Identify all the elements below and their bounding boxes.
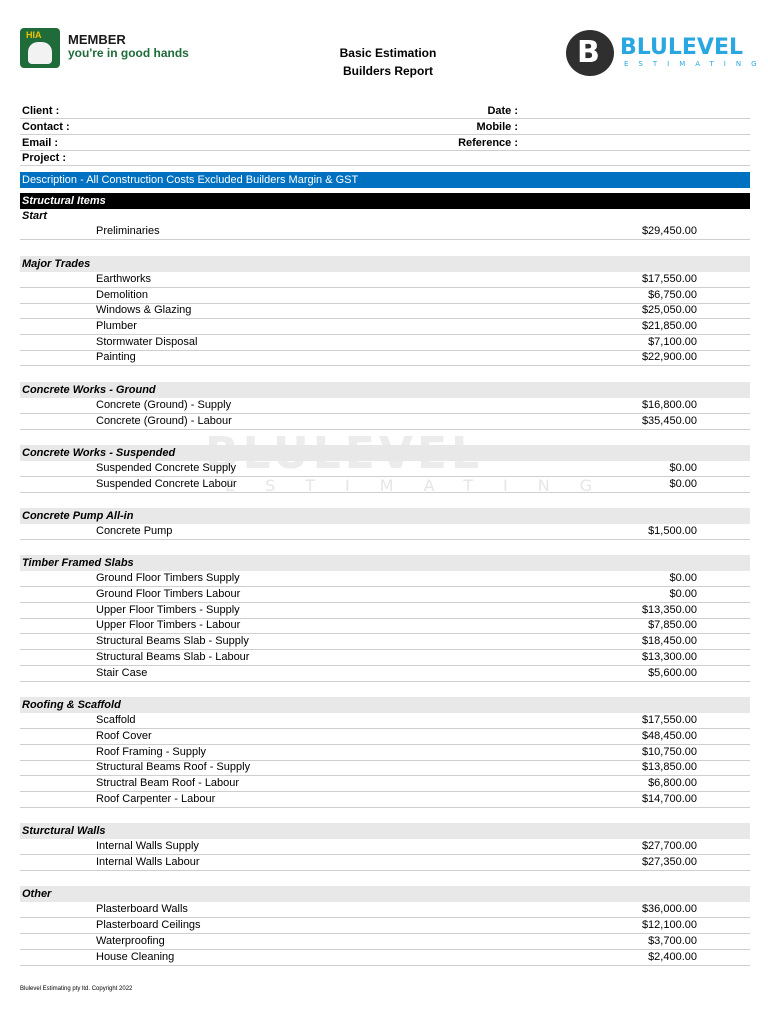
list-item xyxy=(20,729,750,745)
item-name: Earthworks xyxy=(96,273,152,285)
item-name: Structral Beam Roof - Labour xyxy=(96,777,240,789)
list-item xyxy=(20,461,750,477)
item-amount: $29,450.00 xyxy=(641,225,697,237)
hia-badge-text: HIA xyxy=(26,30,42,40)
watermark-line2: ESTIMATING xyxy=(225,476,623,495)
item-amount: $0.00 xyxy=(669,572,697,584)
item-amount: $1,500.00 xyxy=(648,525,697,537)
item-name: House Cleaning xyxy=(96,951,175,963)
list-item xyxy=(20,760,750,776)
client-label: Client : xyxy=(22,105,60,117)
item-amount: $17,550.00 xyxy=(641,714,697,726)
hia-logo xyxy=(20,28,60,68)
list-item xyxy=(20,587,750,603)
section-roofing-title: Roofing & Scaffold xyxy=(20,697,750,713)
item-amount: $0.00 xyxy=(669,462,697,474)
project-label: Project : xyxy=(22,152,67,164)
list-item xyxy=(20,414,750,430)
list-item xyxy=(20,272,750,288)
item-amount: $35,450.00 xyxy=(641,415,697,427)
item-amount: $48,450.00 xyxy=(641,730,697,742)
list-item xyxy=(20,524,750,540)
item-name: Concrete Pump xyxy=(96,525,173,537)
item-name: Windows & Glazing xyxy=(96,304,192,316)
list-item xyxy=(20,477,750,493)
list-item xyxy=(20,855,750,871)
item-name: Concrete (Ground) - Labour xyxy=(96,415,232,427)
item-amount: $7,100.00 xyxy=(648,336,697,348)
date-label: Date : xyxy=(487,105,518,117)
list-item xyxy=(20,666,750,682)
blulevel-wordmark xyxy=(620,36,743,60)
item-amount: $0.00 xyxy=(669,478,697,490)
list-item xyxy=(20,303,750,319)
item-amount: $6,750.00 xyxy=(648,289,697,301)
brand-blu: BLU xyxy=(620,35,668,60)
item-name: Ground Floor Timbers Supply xyxy=(96,572,240,584)
item-amount: $25,050.00 xyxy=(641,304,697,316)
item-name: Internal Walls Supply xyxy=(96,840,199,852)
item-name: Plasterboard Walls xyxy=(96,903,188,915)
info-row-contact xyxy=(20,119,750,135)
section-start-title: Start xyxy=(22,210,48,222)
item-amount: $22,900.00 xyxy=(641,351,697,363)
item-amount: $13,350.00 xyxy=(641,604,697,616)
item-amount: $0.00 xyxy=(669,588,697,600)
item-name: Plasterboard Ceilings xyxy=(96,919,201,931)
list-item xyxy=(20,950,750,966)
list-item xyxy=(20,335,750,351)
item-name: Upper Floor Timbers - Labour xyxy=(96,619,241,631)
item-amount: $5,600.00 xyxy=(648,667,697,679)
item-amount: $3,700.00 xyxy=(648,935,697,947)
section-concrete-suspended-title: Concrete Works - Suspended xyxy=(20,445,750,461)
info-row-email xyxy=(20,135,750,151)
item-amount: $27,700.00 xyxy=(641,840,697,852)
list-item xyxy=(20,839,750,855)
footer-copyright: Blulevel Estimating pty ltd. Copyright 2022 xyxy=(20,986,133,992)
item-name: Upper Floor Timbers - Supply xyxy=(96,604,240,616)
list-item xyxy=(20,618,750,634)
member-tagline: you're in good hands xyxy=(68,46,189,60)
item-name: Painting xyxy=(96,351,136,363)
description-bar: Description - All Construction Costs Excluded Builders Margin & GST xyxy=(20,172,750,188)
blulevel-logo-icon: B xyxy=(566,30,614,76)
item-amount: $18,450.00 xyxy=(641,635,697,647)
info-row-client xyxy=(20,103,750,119)
list-item xyxy=(20,603,750,619)
mobile-label: Mobile : xyxy=(476,121,518,133)
item-amount: $2,400.00 xyxy=(648,951,697,963)
item-amount: $17,550.00 xyxy=(641,273,697,285)
item-name: Roof Cover xyxy=(96,730,152,742)
item-name: Plumber xyxy=(96,320,137,332)
structural-items-bar: Structural Items xyxy=(20,193,750,209)
item-name: Stair Case xyxy=(96,667,148,679)
item-name: Roof Framing - Supply xyxy=(96,746,207,758)
item-name: Suspended Concrete Labour xyxy=(96,478,237,490)
item-amount: $7,850.00 xyxy=(648,619,697,631)
item-name: Stormwater Disposal xyxy=(96,336,198,348)
list-item xyxy=(20,634,750,650)
item-amount: $36,000.00 xyxy=(641,903,697,915)
brand-level: LEVEL xyxy=(667,35,743,60)
list-item xyxy=(20,792,750,808)
list-item xyxy=(20,713,750,729)
item-name: Suspended Concrete Supply xyxy=(96,462,237,474)
report-title-line1: Basic Estimation xyxy=(339,46,437,60)
item-name: Preliminaries xyxy=(96,225,160,237)
list-item xyxy=(20,650,750,666)
item-amount: $21,850.00 xyxy=(641,320,697,332)
section-timber-slabs-title: Timber Framed Slabs xyxy=(20,555,750,571)
list-item xyxy=(20,398,750,414)
contact-label: Contact : xyxy=(22,121,70,133)
item-name: Waterproofing xyxy=(96,935,165,947)
list-item xyxy=(20,319,750,335)
item-amount: $13,300.00 xyxy=(641,651,697,663)
member-title: MEMBER xyxy=(68,32,126,47)
section-other-title: Other xyxy=(20,886,750,902)
list-item xyxy=(20,776,750,792)
reference-label: Reference : xyxy=(458,137,518,149)
section-walls-title: Sturctural Walls xyxy=(20,823,750,839)
list-item xyxy=(20,918,750,934)
report-title xyxy=(288,44,488,80)
item-amount: $10,750.00 xyxy=(641,746,697,758)
list-item xyxy=(20,224,750,240)
list-item xyxy=(20,745,750,761)
list-item xyxy=(20,288,750,304)
item-name: Structural Beams Roof - Supply xyxy=(96,761,251,773)
item-name: Scaffold xyxy=(96,714,136,726)
item-name: Concrete (Ground) - Supply xyxy=(96,399,232,411)
list-item xyxy=(20,934,750,950)
section-concrete-ground-title: Concrete Works - Ground xyxy=(20,382,750,398)
list-item xyxy=(20,350,750,366)
item-name: Structural Beams Slab - Labour xyxy=(96,651,250,663)
item-amount: $16,800.00 xyxy=(641,399,697,411)
item-amount: $6,800.00 xyxy=(648,777,697,789)
list-item xyxy=(20,902,750,918)
section-major-trades-title: Major Trades xyxy=(20,256,750,272)
list-item xyxy=(20,571,750,587)
item-amount: $14,700.00 xyxy=(641,793,697,805)
hand-icon xyxy=(28,42,52,64)
info-row-project xyxy=(20,150,750,166)
section-concrete-pump-title: Concrete Pump All-in xyxy=(20,508,750,524)
item-amount: $13,850.00 xyxy=(641,761,697,773)
item-name: Ground Floor Timbers Labour xyxy=(96,588,241,600)
item-name: Demolition xyxy=(96,289,148,301)
item-name: Internal Walls Labour xyxy=(96,856,200,868)
blulevel-logo xyxy=(566,30,767,76)
item-amount: $27,350.00 xyxy=(641,856,697,868)
email-label: Email : xyxy=(22,137,59,149)
report-title-line2: Builders Report xyxy=(342,64,433,78)
item-name: Structural Beams Slab - Supply xyxy=(96,635,249,647)
item-name: Roof Carpenter - Labour xyxy=(96,793,216,805)
brand-subtitle: ESTIMATING xyxy=(624,60,767,68)
item-amount: $12,100.00 xyxy=(641,919,697,931)
